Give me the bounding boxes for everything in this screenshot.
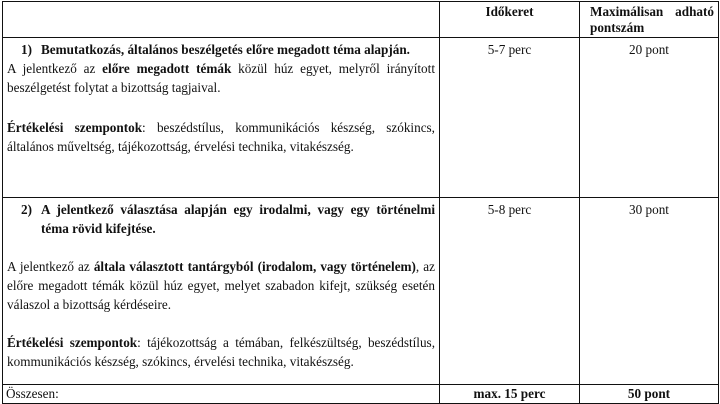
task-number-1: 1) xyxy=(21,42,32,57)
task-points-1: 20 pont xyxy=(580,38,719,198)
header-time: Időkeret xyxy=(440,2,580,38)
evaluation-table xyxy=(2,1,719,404)
desc-pre-1: A jelentkező az xyxy=(7,61,103,76)
desc-bold-2: általa választott tantárgyból (irodalom, vagy történelem) xyxy=(93,259,416,274)
summary-label: Összesen: xyxy=(3,385,440,404)
task-title-text-1: Bemutatkozás, általános beszélgetés előre megadott téma alapján. xyxy=(41,42,410,57)
task-title-2 xyxy=(15,200,435,238)
header-empty-cell xyxy=(3,2,440,38)
criteria-text-2: : tájékozottság a témában, felkészültség, beszédstílus, kommunikációs készség, szókincs, érvelési technika, vitakészség. xyxy=(7,335,435,369)
task-title-text-2: A jelentkező választása alapján egy irodalmi, vagy egy történelmi téma rövid kifejtése. xyxy=(41,202,435,236)
task-time-2: 5-8 perc xyxy=(440,198,580,385)
table-row xyxy=(3,38,719,198)
criteria-label-2: Értékelési szempontok xyxy=(7,335,138,350)
task-title-1 xyxy=(15,40,435,59)
desc-pre-2: A jelentkező az xyxy=(7,259,94,274)
task-points-2: 30 pont xyxy=(580,198,719,385)
task-description-1 xyxy=(7,59,435,97)
desc-bold-1: előre megadott témák xyxy=(102,61,232,76)
summary-points: 50 pont xyxy=(580,385,719,404)
summary-time: max. 15 perc xyxy=(440,385,580,404)
criteria-text-1: : beszédstílus, kommunikációs készség, szókincs, általános műveltség, tájékozottság, érvelési technika, vitakészség. xyxy=(7,120,435,154)
header-points-word2: adható xyxy=(675,4,714,19)
task-description-2 xyxy=(7,257,435,314)
task-criteria-2 xyxy=(7,333,435,371)
table-row xyxy=(3,198,719,385)
criteria-label-1: Értékelési szempontok xyxy=(7,120,143,135)
header-points xyxy=(580,2,719,38)
desc-post-1: közül húz egyet, melyről irányított beszélgetést folytat a bizottság tagjaival. xyxy=(7,61,435,95)
task-number-2: 2) xyxy=(21,202,32,217)
summary-row xyxy=(3,385,719,404)
table-header-row xyxy=(3,2,719,38)
task-cell-1 xyxy=(3,38,440,198)
task-cell-2 xyxy=(3,198,440,385)
header-points-line2: pontszám xyxy=(590,20,645,35)
header-points-word1: Maximálisan xyxy=(590,4,664,19)
task-criteria-1 xyxy=(7,118,435,156)
task-time-1: 5-7 perc xyxy=(440,38,580,198)
desc-post-2: , az előre megadott témák közül húz egyet, melyet szabadon kifejt, szükség esetén válaszol a bizottság kérdéseire. xyxy=(7,259,435,312)
